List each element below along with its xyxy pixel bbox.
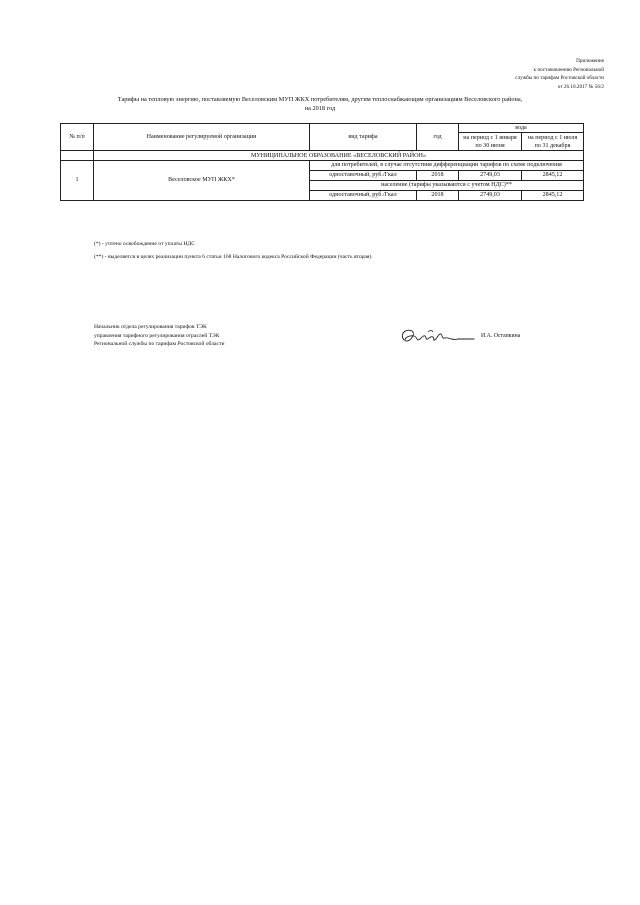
appendix-line-3: службы по тарифам Ростовской области <box>515 75 604 81</box>
signatory-line-1: Начальник отдела регулирования тарифов ТЭК <box>94 324 207 330</box>
title-line-2: на 2018 год <box>304 105 336 112</box>
header-period-2: на период с 1 июля по 31 декабря <box>522 133 584 151</box>
document-title <box>60 95 580 113</box>
header-year: год <box>417 124 459 151</box>
section-1-label: для потребителей, в случае отсутствия дифференциации тарифов по схеме подключения <box>310 161 584 170</box>
tariff-type-cell: одноставочный, руб./Гкал <box>310 170 417 180</box>
organization-name: Веселовское МУП ЖКХ* <box>94 161 310 200</box>
table-row-section-1 <box>61 161 584 170</box>
municipality-num-cell <box>61 151 94 161</box>
footnote-2: (**) - выделяется в целях реализации пункта 6 статьи 168 Налогового кодекса Российской Федерации (часть вторая). <box>94 254 373 260</box>
tariff-table <box>60 123 584 201</box>
title-line-1: Тарифы на тепловую энергию, поставляемую Веселовским МУП ЖКХ потребителям, другим теплоснабжающим организациям Веселовского района, <box>117 96 523 103</box>
appendix-line-1: Приложение <box>576 58 604 64</box>
signatory-line-2: управления тарифного регулирования отраслей ТЭК <box>94 332 220 339</box>
table-row-municipality <box>61 151 584 161</box>
header-period-1: на период с 1 января по 30 июня <box>459 133 522 151</box>
appendix-line-2: к постановлению Региональной <box>533 66 604 73</box>
year-cell: 2018 <box>417 170 459 180</box>
section-2-label: население (тарифы указываются с учетом НДС)** <box>310 180 584 190</box>
tariff-type-cell: одноставочный, руб./Гкал <box>310 190 417 200</box>
signatory-line-3: Региональной службы по тарифам Ростовской области <box>94 341 225 347</box>
header-org: Наименование регулируемой организации <box>94 124 310 151</box>
signatory-name: И.А. Остапкина <box>481 333 521 339</box>
header-tariff-type: вид тарифа <box>310 124 417 151</box>
header-water: вода <box>459 124 584 133</box>
value-period-1-cell: 2749,03 <box>459 190 522 200</box>
header-num: № п/п <box>61 124 94 151</box>
appendix-header <box>404 57 604 91</box>
footnotes <box>94 238 373 264</box>
appendix-line-4: от 26.10.2017 № 56/2 <box>557 83 604 90</box>
row-number: 1 <box>61 161 94 200</box>
signatory-position <box>94 323 224 349</box>
value-period-2-cell: 2845,12 <box>522 170 584 180</box>
value-period-2-cell: 2845,12 <box>522 190 584 200</box>
handwritten-signature <box>398 326 478 348</box>
value-period-1-cell: 2749,03 <box>459 170 522 180</box>
table-header-row <box>61 124 584 133</box>
municipality-name: МУНИЦИПАЛЬНОЕ ОБРАЗОВАНИЕ «ВЕСЕЛОВСКИЙ РАЙОН» <box>94 151 584 161</box>
year-cell: 2018 <box>417 190 459 200</box>
footnote-1: (*) - учтено освобождение от уплаты НДС <box>94 241 195 247</box>
